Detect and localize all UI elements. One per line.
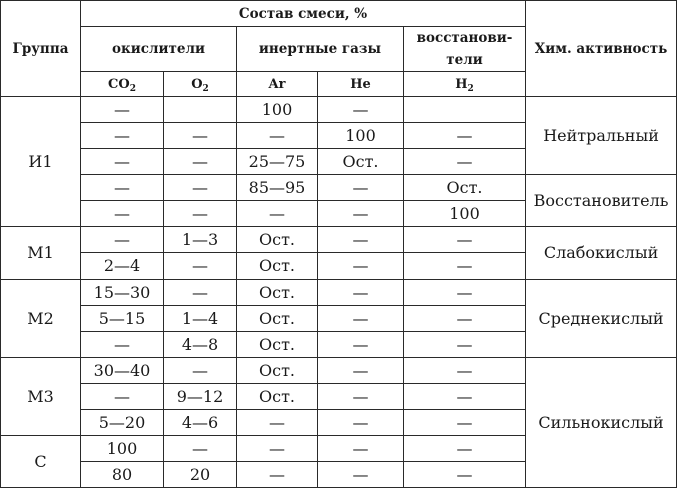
h2-cell: — [404, 383, 526, 409]
activity-slightly-acidic: Слабокислый [526, 227, 677, 279]
he-cell: — [318, 253, 404, 279]
group-cell-c: С [1, 435, 81, 487]
co2-cell: — [81, 175, 164, 201]
group-header: Группа [1, 1, 81, 97]
ar-cell: Ост. [237, 383, 318, 409]
co2-cell: 30—40 [81, 357, 164, 383]
header-row-1 [1, 1, 677, 27]
o2-header: $O_2$ [164, 72, 237, 97]
h2-cell: — [404, 149, 526, 175]
o2-cell: — [164, 175, 237, 201]
activity-medium-acidic: Среднекислый [526, 279, 677, 357]
co2-cell: — [81, 227, 164, 253]
ar-cell: 100 [237, 97, 318, 123]
co2-cell: — [81, 201, 164, 227]
co2-cell: 2—4 [81, 253, 164, 279]
o2-cell: 1—4 [164, 305, 237, 331]
he-cell: — [318, 383, 404, 409]
table-row [1, 357, 677, 383]
h2-cell: — [404, 123, 526, 149]
ar-cell: 85—95 [237, 175, 318, 201]
o2-cell: 20 [164, 461, 237, 487]
o2-cell: 4—6 [164, 409, 237, 435]
co2-cell: 100 [81, 435, 164, 461]
ar-cell: Ост. [237, 357, 318, 383]
he-cell: — [318, 97, 404, 123]
co2-cell: 80 [81, 461, 164, 487]
h2-cell [404, 97, 526, 123]
o2-cell: — [164, 253, 237, 279]
o2-cell: — [164, 357, 237, 383]
he-cell: — [318, 435, 404, 461]
ar-cell: — [237, 435, 318, 461]
activity-reducing: Восстановитель [526, 175, 677, 227]
he-cell: 100 [318, 123, 404, 149]
ar-cell: Ост. [237, 227, 318, 253]
activity-neutral: Нейтральный [526, 97, 677, 175]
h2-cell: — [404, 253, 526, 279]
o2-cell: — [164, 279, 237, 305]
ar-cell: — [237, 409, 318, 435]
he-cell: — [318, 305, 404, 331]
o2-cell: — [164, 201, 237, 227]
ar-cell: — [237, 201, 318, 227]
h2-cell: Ост. [404, 175, 526, 201]
h2-cell: — [404, 279, 526, 305]
h2-cell: 100 [404, 201, 526, 227]
co2-cell: — [81, 123, 164, 149]
ar-cell: Ост. [237, 331, 318, 357]
group-cell-i1: И1 [1, 97, 81, 227]
he-cell: Ост. [318, 149, 404, 175]
activity-header: Хим. активность [526, 1, 677, 97]
composition-header: Состав смеси, % [81, 1, 526, 27]
o2-cell: — [164, 123, 237, 149]
o2-cell: 4—8 [164, 331, 237, 357]
h2-cell: — [404, 331, 526, 357]
ar-cell: — [237, 123, 318, 149]
activity-strongly-acidic: Сильнокислый [526, 357, 677, 487]
he-cell: — [318, 409, 404, 435]
ar-header: Ar [237, 72, 318, 97]
co2-cell: — [81, 331, 164, 357]
ar-cell: Ост. [237, 305, 318, 331]
group-cell-m3: М3 [1, 357, 81, 435]
o2-cell: — [164, 435, 237, 461]
he-cell: — [318, 201, 404, 227]
he-cell: — [318, 227, 404, 253]
inert-gases-header: инертные газы [237, 27, 404, 72]
co2-cell: 5—20 [81, 409, 164, 435]
o2-cell: — [164, 149, 237, 175]
o2-cell: 9—12 [164, 383, 237, 409]
co2-cell: — [81, 97, 164, 123]
h2-cell: — [404, 357, 526, 383]
table-row [1, 97, 677, 123]
group-cell-m1: М1 [1, 227, 81, 279]
co2-cell: — [81, 383, 164, 409]
h2-cell: — [404, 305, 526, 331]
o2-cell: 1—3 [164, 227, 237, 253]
co2-cell: 15—30 [81, 279, 164, 305]
h2-cell: — [404, 409, 526, 435]
h2-cell: — [404, 227, 526, 253]
o2-cell [164, 97, 237, 123]
co2-cell: 5—15 [81, 305, 164, 331]
oxidizers-header: окислители [81, 27, 237, 72]
table-row [1, 279, 677, 305]
h2-cell: — [404, 435, 526, 461]
group-cell-m2: М2 [1, 279, 81, 357]
table-row [1, 175, 677, 201]
he-cell: — [318, 357, 404, 383]
h2-header: $H_2$ [404, 72, 526, 97]
table-row [1, 227, 677, 253]
he-cell: — [318, 279, 404, 305]
ar-cell: Ост. [237, 279, 318, 305]
ar-cell: — [237, 461, 318, 487]
co2-header: $CO_2$ [81, 72, 164, 97]
he-header: He [318, 72, 404, 97]
he-cell: — [318, 175, 404, 201]
he-cell: — [318, 331, 404, 357]
he-cell: — [318, 461, 404, 487]
reducers-header: восстанови- тели [404, 27, 526, 72]
ar-cell: 25—75 [237, 149, 318, 175]
ar-cell: Ост. [237, 253, 318, 279]
co2-cell: — [81, 149, 164, 175]
h2-cell: — [404, 461, 526, 487]
